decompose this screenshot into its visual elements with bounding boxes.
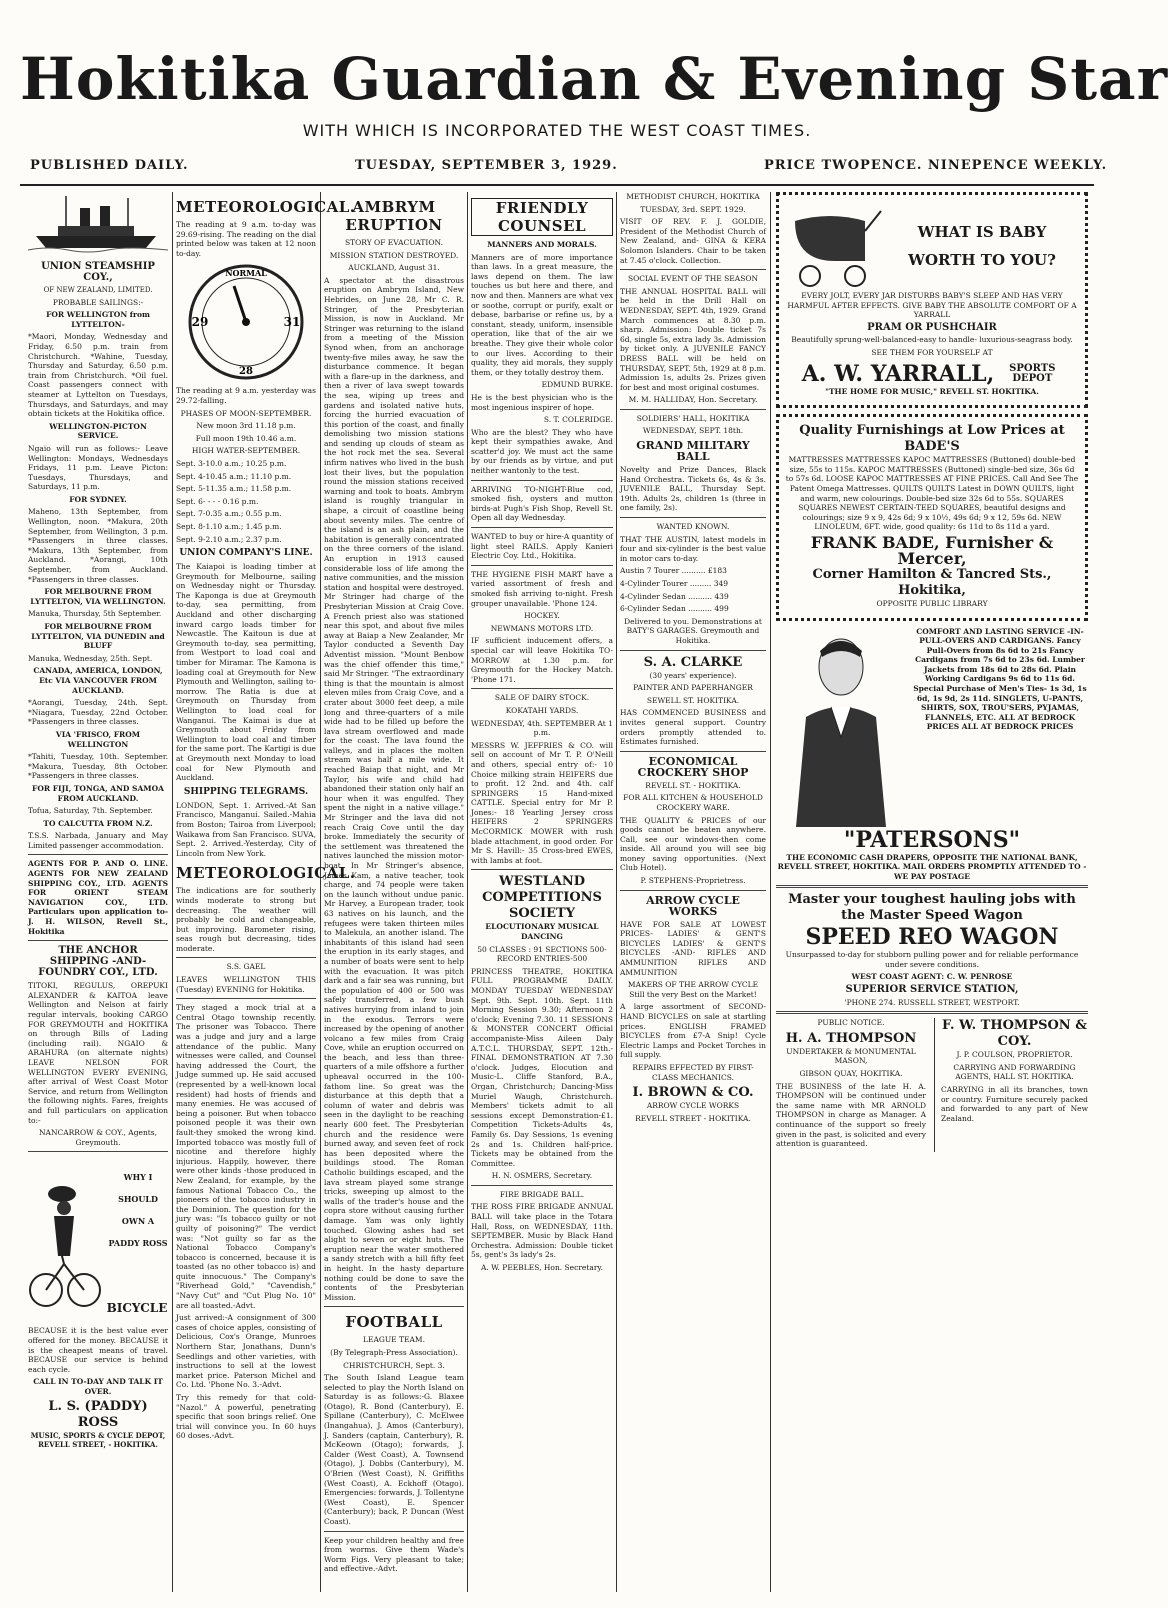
tide-row: Sept. 9-2.10 a.m.; 2.37 p.m. — [176, 534, 282, 544]
thompson-address: GIBSON QUAY, HOKITIKA. — [799, 1069, 903, 1079]
reo-head: Master your toughest hauling jobs with the Master Speed Wagon — [788, 892, 1076, 924]
bade-ad — [776, 414, 1088, 620]
competitions-classes: 50 CLASSES : 91 SECTIONS 500-RECORD ENTRIES-500 — [477, 944, 607, 964]
tide-row: Sept. 7-0.35 a.m.; 0.55 p.m. — [176, 509, 282, 519]
brown-sub: ARROW CYCLE WORKS — [646, 1101, 740, 1111]
methodist-head: METHODIST CHURCH, HOKITIKA — [626, 192, 760, 201]
divider — [324, 1531, 464, 1532]
hockey-head: HOCKEY. — [524, 611, 560, 621]
bade-body: MATTRESSES MATTRESSES KAPOC MATTRESSES (Buttoned) double-bed size, 55s to 115s. KAPOC MATTRESSES (Buttoned) single-bed size, 36s 6d to 57s 6d. LOOSE KAPOC MATTRESSES AT FINE PRICES. Call And See The Patent Omega Mattresses. QUILTS QUILTS Latest in DOWN QUILTS, light and warm, new colourings. Double-bed size 32s 6d to 55s. SQUARES SQUARES NEWEST CERTAIN-TEED SQUARES, beautiful designs and colourings; size 9 x 9, 42s 6d; 9 x 10½, 49s 6d; 9 x 12, 59s 6d. NEW LINOLEUM, 6FT. wide, good quality: 6s 11d to 8s 11d a yard. — [785, 455, 1079, 532]
competitions-sub: ELOCUTIONARY MUSICAL DANCING — [485, 922, 599, 942]
ross-body: BECAUSE it is the best value ever offered for the money. BECAUSE it is the cheapest means of travel. BECAUSE our service is behind each cycle. — [28, 1326, 168, 1374]
divider — [776, 1011, 1088, 1014]
austin-row: 6-Cylinder Sedan .......... 499 — [620, 604, 729, 614]
fw-thompson-name: F. W. THOMPSON & COY. — [942, 1018, 1087, 1050]
hockey-sub: NEWMANS MOTORS LTD. — [490, 623, 594, 633]
patersons-sub: THE ECONOMIC CASH DRAPERS, OPPOSITE THE NATIONAL BANK, REVELL STREET, HOKITIKA. MAIL ORDERS PROMPTLY ATTENDED TO - WE PAY POSTAGE — [777, 852, 1087, 881]
union-line-body: The Kaiapoi is loading timber at Greymouth for Melbourne, sailing on Wednesday night or Thursday. The Kaponga is due at Greymouth to-day, sea permitting, from Auckland and other discharging inward cargo loads timber for Newcastle. The Kaitoun is due at Greymouth to-day, sea permitting, from Westport to load coal and timber for Miramar. The Kamona is loading coal at Greymouth for New Plymouth and Wellington, sailing to-morrow. The Ratia is due at Greymouth on Thursday from Wellington to load coal for Wanganui. The Kaimai is due at Greymouth about Friday from Wellington to load coal and timber for the same port. The Kartigi is due at Greymouth next Monday to load coal for New Plymouth and Auckland. — [176, 562, 316, 783]
competitions-body: PRINCESS THEATRE, HOKITIKA FULL PROGRAMME DAILY. MONDAY TUESDAY WEDNESDAY Sept. 9th. Sept. 10th. Sept. 11th Morning Session 9.30; Afternoon 2 o'clock; Evening 7.30. 11 SESSIONS & MONSTER CONCERT Official accompaniste-Miss Aileen Daly A.T.C.L. THURSDAY, SEPT. 12th.-FINAL DEMONSTRATION AT 7.30 o'clock. Judges, Elocution and Music-L. Cliffe Stanford, B.A., Organ, Christchurch; Dancing-Miss Muriel Waugh, Christchurch. Members' tickets admit to all sessions except Demonstration-£1. Competition Tickets-Adults 4s, Family 6s. Day Sessions, 1s evening 2s and 1s. Children half-price. Tickets may be obtained from the Committee. — [471, 966, 613, 1168]
austin-foot: Delivered to you. Demonstrations at BATY'S GARAGES. Greymouth and Hokitika. — [624, 616, 762, 645]
counsel-head: FRIENDLY COUNSEL — [471, 198, 613, 236]
column-ambrym — [324, 192, 464, 1592]
ross-call: CALL IN TO-DAY AND TALK IT OVER. — [33, 1377, 163, 1396]
divider — [471, 527, 613, 528]
yarrall-name: A. W. YARRALL, — [801, 360, 995, 387]
reo-agent: WEST COAST AGENT: C. W. PENROSE — [851, 972, 1013, 982]
met2-body: The indications are for southerly winds moderate to strong but decreasing. The weather will probably be cold and changeable, but improving. Barometer rising, seas rough but decreasing, tides moderate. — [176, 886, 316, 953]
divider — [620, 269, 766, 270]
fiji-head: FOR FIJI, TONGA, AND SAMOA FROM AUCKLAND. — [32, 783, 164, 803]
divider — [28, 854, 168, 855]
worm-notice: Keep your children healthy and free from worms. Give them Wade's Worm Figs. Very pleasant to take; and effective.-Advt. — [324, 1535, 464, 1574]
fw-thompson-proprietor: J. P. COULSON, PROPRIETOR. — [956, 1050, 1073, 1060]
divider — [620, 751, 766, 752]
column-rule — [616, 192, 617, 1592]
tide-row: Sept. 8-1.10 a.m.; 1.45 p.m. — [176, 521, 282, 531]
dial-left-label: 29 — [191, 315, 209, 330]
moon-row: Full moon 19th 10.46 a.m. — [195, 433, 297, 443]
crockery-body: THE QUALITY & PRICES of our goods cannot be beaten anywhere. Call, see our windows-then come inside. All around you will see big money saving opportunities. (Next Club Hotel). — [620, 815, 766, 873]
austin-body: THAT THE AUSTIN, latest models in four and six-cylinder is the best value in motor cars to-day. — [620, 534, 766, 563]
football-dateline: CHRISTCHURCH, Sept. 3. — [343, 1360, 445, 1370]
football-source: (By Telegraph-Press Association). — [330, 1347, 458, 1357]
counsel-body1: Manners are of more importance than laws. In a great measure, the laws depend on them. The law touches us but here and there, and now and then. Manners are what vex or soothe, corrupt or purify, exalt or debase, barbarise or refine us, by a constant, steady, uniform, insensible operation, like that of the air we breathe. They give their whole color to our lives. According to their quality, they aid morals, they supply them, or they totally destroy them. — [471, 252, 613, 377]
picton-body: Ngaio will run as follows:- Leave Wellington: Mondays, Wednesdays Fridays, 11 p.m. Leave Picton: Tuesdays, Thursdays, and Saturdays, 11 p.m. — [28, 443, 168, 492]
wellington-head: FOR WELLINGTON from LYTTELTON- — [46, 310, 150, 329]
bade-head: Quality Furnishings at Low Prices at BADE'S — [799, 423, 1065, 455]
melbourne2-body: Manuka, Wednesday, 25th. Sept. — [28, 653, 153, 663]
baby-pram: PRAM OR PUSHCHAIR — [867, 321, 997, 333]
steamship-icon — [28, 192, 168, 254]
arrow-makers: MAKERS OF THE ARROW CYCLE Still the very Best on the Market! — [627, 980, 759, 999]
divider — [324, 1306, 464, 1307]
ambrym-body: A spectator at the disastrous eruption on Ambrym Island, New Hebrides, on June 28, Mr C. R. Stringer, of the Presbyterian Mission, is now in Auckland. Mr Stringer was returning to the island from a meeting of the Mission Synod when, from an anchorage twenty-five miles away, he saw the disturbance commence. It began with a flare-up in the darkness, and then a river of lava swept towards the sea, wiping up trees and gardens and isolated native huts, forcing the hurried evacuation of this portion of the coast, and finally demolishing two mission stations and sending up clouds of steam as the hot rock met the sea. Several infirm natives who lived in the bush lost their lives, but the population round the mission stations received warning and took to boats. Ambrym island is roughly triangular in shape, a circuit of coastline being about seventy miles. The centre of the island is an ash plain, and the habitation is generally concentrated on the three corners of the island. An eruption in 1913 caused considerable loss of life among the native communities, and the mission station and hospital were destroyed. Mr Stringer had charge of the Presbyterian Mission at Craig Cove. A French priest also was stationed near this spot, and about five miles away at Baiap a New Zealander, Mr Taylor conducted a Seventh Day Adventist mission. "Mount Benbow was the chief offender this time," said Mr Stringer. "The extraordinary thing is that the mountain is almost eleven miles from Craig Cove, and a crater about 3000 feet deep, a mile long and three-quarters of a mile wide had to be filled up before the lava stream overflowed and made for the coast. The lava found the valleys, and in places the molten stream was half a mile wide. It reached Baiap that night, and Mr Taylor, his wife and child had abandoned their station only half an hour when it was engulfed. They spent the night in a native village." Mr Stringer and the lava did not reach Craig Cove until the day broke. Immediately the security of the settlement was threatened the natives launched the mission motor-boat. In Mr Stringer's absence, James Kam, a native teacher, took charge, and 74 people were taken on the launch without undue panic. Mr Harvey, a European trader, took 63 natives on his launch, and the refugees were taken thirteen miles to Malekula, an another island. The inhabitants of this island had seen the eruption in its early stages, and a number of boats were sent to help with the evacuation. It was pitch dark and a fair sea was running, but the population of 400 or 500 was safely transferred, a few bush natives hurrying from inland to join in the exodus. Terrors were increased by the opening of another volcano a few miles from Craig Cove, while an eruption occurred on the beach, and less than three-quarters of a mile offshore a further upheaval occurred in the 100-fathom line. So great was the disturbance at this depth that a column of water and debris was seen in the daylight to be reaching nearly 600 feet. The Presbyterian church and the residence were burned away, and seven feet of rock has been deposited where the buildings stood. The Roman Catholic buildings escaped, and the lava stream played some strange tricks, sweeping up almost to the walls of the trader's house and the copra store without causing further damage. Yam was only lightly touched. Glowing ashes had set alight to seven or eight huts. The eruption near the water smothered a sandy stretch with a hill fifty feet in height. In the hasty departure nothing could be done to save the contents of the Presbyterian Mission. — [324, 275, 464, 1302]
fiji-body: Tofua, Saturday, 7th. September. — [28, 806, 153, 816]
arrow-head: ARROW CYCLE WORKS — [646, 893, 740, 918]
notice-head: PUBLIC NOTICE. — [817, 1018, 885, 1028]
ambrym-head: AMBRYM ERUPTION — [345, 198, 443, 234]
reo-address: 'PHONE 274. RUSSELL STREET, WESTPORT. — [844, 997, 1020, 1007]
ross-address: MUSIC, SPORTS & CYCLE DEPOT, REVELL STREET, - HOKITIKA. — [30, 1431, 166, 1450]
yarrall-sports: SPORTS DEPOT — [1009, 362, 1056, 384]
column-rule — [320, 192, 321, 1592]
apples-notice: Just arrived:-A consignment of 300 cases of choice apples, consisting of Delicious, Cox's Orange, Munroes Northern Star, Jonathans, Dunn's Seedlings and other varieties, with instructions to sell at the lowest market price. Paterson Michel and Co. Ltd. 'Phone No. 3.-Advt. — [176, 1313, 316, 1390]
newspaper-subtitle: WITH WHICH IS INCORPORATED THE WEST COAST TIMES. — [302, 121, 812, 140]
published-daily: PUBLISHED DAILY. — [30, 158, 189, 173]
clarke-sub: (30 years' experience). — [649, 670, 737, 680]
agents: AGENTS FOR P. AND O. LINE. AGENTS FOR NEW ZEALAND SHIPPING COY., LTD. AGENTS FOR ORIENT STEAM NAVIGATION COY., LTD. Particulars upon application to- J. H. WILSON, Revell St., Hokitika — [28, 859, 168, 936]
divider — [471, 565, 613, 566]
ambrym-sub1: STORY OF EVACUATION. — [345, 238, 443, 247]
patersons-name: "PATERSONS" — [843, 826, 1021, 853]
arrow-body: HAVE FOR SALE AT LOWEST PRICES- LADIES' & GENT'S BICYCLES LADIES' & GENT'S BICYCLES -AND- RIFLES AND AMMUNITION RIFLES AND AMMUNITION — [620, 919, 766, 977]
moon-row: New moon 3rd 11.18 p.m. — [196, 421, 296, 431]
divider — [776, 885, 1088, 888]
baby-see: SEE THEM FOR YOURSELF AT — [871, 347, 993, 357]
union-subtitle: OF NEW ZEALAND, LIMITED. — [43, 285, 153, 294]
meteorological-head-2: METEOROLOGICAL. — [176, 864, 356, 883]
divider — [471, 1185, 613, 1186]
divider — [620, 890, 766, 891]
clarke-address: SEWELL ST. HOKITIKA. — [646, 695, 740, 705]
counsel-body2: He is the best physician who is the most ingenious inspirer of hope. — [471, 392, 613, 412]
counsel-attr2: S. T. COLERIDGE. — [543, 415, 613, 425]
frisco-body: *Tahiti, Tuesday, 10th. September. *Makura, Tuesday, 8th October. *Passengers in three classes. — [28, 752, 168, 781]
reo-name: SPEED REO WAGON — [805, 924, 1059, 951]
gael-head: S.S. GAEL — [226, 962, 266, 972]
counsel-body3: Who are the blest? They who have kept their sympathies awake, And scatter'd joy. We must act the same by our friends as by virtue, and put neither wantonly to the test. — [471, 427, 613, 476]
cyclist-icon — [28, 1160, 98, 1320]
crockery-head: ECONOMICAL CROCKERY SHOP — [637, 754, 749, 779]
divider — [28, 1151, 168, 1152]
tide-row: Sept. 6- - - - 0.16 p.m. — [176, 496, 259, 506]
football-body: The South Island League team selected to play the North Island on Saturday is as follows:-G. Blaxee (Otago), R. Bond (Canterbury), E. Spillane (Canterbury), C. McElwee (Inangahua), J. Amos (Canterbury), J. Sanders (captain, Canterbury), R. McKeown (Otago); forwards, J. Calder (West Coast), A. Townsend (Otago), J. Dobbs (Canterbury), M. O'Brien (West Coast), N. Griffiths (West Coast), A. Eckhoff (Otago). Emergencies: forwards, J. Tollentyne (West Coast), E. Spencer (Canterbury); back, P. Duncan (West Coast). — [324, 1373, 464, 1526]
arrow-body2: A large assortment of SECOND-HAND BICYCLES on sale at startling prices. ENGLISH FRAMED BICYCLES from £7-A Snip! Cycle Electric Lamps and Pocket Torches in full supply. — [620, 1002, 766, 1060]
tide-row: Sept. 4-10.45 a.m.; 11.10 p.m. — [176, 471, 292, 481]
divider — [620, 517, 766, 518]
fire-body: THE ROSS FIRE BRIGADE ANNUAL BALL will take place in the Totara Hall, Ross, on WEDNESDAY, 11th. SEPTEMBER. Music by Black Hand Orchestra. Admission: Double ticket 5s, gent's 3s lady's 2s. — [471, 1202, 613, 1260]
fw-thompson-sub: CARRYING AND FORWARDING AGENTS, HALL ST. HOKITIKA. — [953, 1062, 1076, 1082]
austin-head: WANTED KNOWN. — [656, 522, 730, 532]
telegrams-body: LONDON, Sept. 1. Arrived.-At San Francisco, Manganui. Sailed.-Mahia from Boston; Tairoa from Liverpool; Waikawa from San Francisco. SUVA, Sept. 2. Arrived.-Yesterday, City of Lincoln from New York. — [176, 800, 316, 858]
dairy-head: SALE OF DAIRY STOCK. — [494, 693, 590, 703]
column-advertisements — [776, 192, 1088, 1592]
reo-station: SUPERIOR SERVICE STATION, — [845, 984, 1019, 996]
patersons-ad — [776, 627, 1088, 827]
dairy-sub: KOKATAHI YARDS. — [505, 705, 579, 715]
baby-body: EVERY JOLT, EVERY JAR DISTURBS BABY'S SLEEP AND HAS VERY HARMFUL AFTER EFFECTS. GIVE BABY THE ABSOLUTE COMFORT OF A YARRALL — [787, 291, 1077, 320]
yarrall-sub: "THE HOME FOR MUSIC," REVELL ST. HOKITIKA. — [825, 386, 1039, 396]
tide-head: HIGH WATER-SEPTEMBER. — [191, 446, 301, 456]
dial-right-label: 31 — [283, 315, 301, 330]
calcutta-body: T.S.S. Narbada, January and May Limited passenger accommodation. — [28, 831, 168, 850]
hygiene-notice: THE HYGIENE FISH MART have a varied assortment of fresh and smoked fish arriving to-night. Fresh grouper unavailable. 'Phone 124. — [471, 569, 613, 608]
sydney-head: FOR SYDNEY. — [69, 494, 127, 504]
football-head: FOOTBALL — [345, 1313, 443, 1332]
masthead-rule — [20, 184, 1094, 186]
divider — [620, 650, 766, 651]
tide-row: Sept. 3-10.0 a.m.; 10.25 p.m. — [176, 458, 287, 468]
competitions-head: WESTLAND COMPETITIONS SOCIETY — [482, 874, 602, 922]
divider — [176, 998, 316, 999]
meteorological-head: METEOROLOGICAL. — [176, 198, 356, 216]
column-rule — [467, 192, 468, 1592]
dial-normal-label: NORMAL — [225, 268, 267, 279]
fire-head: FIRE BRIGADE BALL. — [499, 1189, 585, 1199]
social-body: THE ANNUAL HOSPITAL BALL will be held in the Drill Hall on WEDNESDAY, SEPT. 4th, 1929. Grand March commences at 8.30 p.m. sharp. Admission: Double ticket 7s 6d, single 5s, extra lady 3s. Admission by ticket only. A JUVENILE FANCY DRESS BALL will be held on THURSDAY, SEPT. 5th, 1929 at 8 p.m. Admission 1s, adults 2s. Prizes given for best and most original costumes. — [620, 286, 766, 392]
ambrym-dateline: AUCKLAND, August 31. — [348, 263, 440, 273]
hockey-body: IF sufficient inducement offers, a special car will leave Hokitika TO-MORROW at 1.30 p.m. for Greymouth for the Hockey Match. 'Phone 171. — [471, 636, 613, 684]
crockery-sub: FOR ALL KITCHEN & HOUSEHOLD CROCKERY WARE. — [623, 793, 763, 812]
newspaper-title: Hokitika Guardian & Evening Star — [20, 45, 1168, 113]
fw-thompson-body: CARRYING in all its branches, town or country. Furniture securely packed and forwarded to any part of New Zealand. — [941, 1085, 1088, 1123]
reo-sub: Unsurpassed to-day for stubborn pulling power and for reliable performance under severe conditions. — [785, 950, 1079, 969]
ross-name: L. S. (PADDY) ROSS — [48, 1399, 148, 1431]
met-body: The reading at 9 a.m. to-day was 29.69-rising. The reading on the dial printed below was taken at 12 noon to-day. — [176, 220, 316, 258]
calcutta-head: TO CALCUTTA FROM N.Z. — [43, 818, 153, 828]
crockery-signature: P. STEPHENS-Proprietress. — [640, 876, 746, 886]
pram-icon — [785, 201, 885, 291]
clarke-head: S. A. CLARKE — [643, 654, 743, 670]
counsel-attr1: EDMUND BURKE. — [541, 380, 613, 390]
arrow-repairs: REPAIRS EFFECTED BY FIRST-CLASS MECHANICS. — [632, 1062, 754, 1082]
frisco-head: VIA 'FRISCO, FROM WELLINGTON — [55, 729, 141, 749]
austin-row: 4-Cylinder Tourer ......... 349 — [620, 579, 729, 588]
military-ball-body: Novelty and Prize Dances, Black Hand Orchestra. Tickets 6s, 4s & 3s. JUVENILE BALL, Thursday Sept. 19th. Adults 2s, children 1s (three in one family, 2s). — [620, 465, 766, 513]
probable-sailings: PROBABLE SAILINGS:- — [52, 297, 144, 307]
bade-opposite: OPPOSITE PUBLIC LIBRARY — [876, 598, 988, 608]
clarke-trade: PAINTER AND PAPERHANGER — [633, 683, 753, 693]
canada-body: *Aorangi, Tuesday, 24th. Sept. *Niagara, Tuesday, 22nd October. *Passengers in three classes. — [28, 698, 168, 727]
melbourne2-head: FOR MELBOURNE FROM LYTTELTON, VIA DUNEDIN and BLUFF — [31, 622, 165, 651]
picton-head: WELLINGTON-PICTON SERVICE. — [49, 421, 147, 441]
austin-row: Austin 7 Tourer .......... £183 — [620, 566, 727, 576]
column-counsel — [471, 192, 613, 1592]
dairy-body: MESSRS W. JEFFRIES & CO. will sell on account of Mr T. P. O'Neill and others, special entry of:- 10 Choice milking strain HEIFERS due to profit. 12 2nd. and 4th. calf SPRINGERS 15 Hand-mixed CATTLE. Special entry for Mr P. Jones:- 18 Yearling Jersey cross HEIFERS 2 SPRINGERS McCORMICK MOWER with rush blade attachment, in good order. For Mr S. Havill:- 35 Cross-bred EWES, with lambs at foot. — [471, 740, 613, 865]
man-in-cardigan-illustration — [776, 627, 906, 827]
met-body-2: The reading at 9 a.m. yesterday was 29.72-falling. — [176, 386, 316, 405]
bade-address: Corner Hamilton & Tancred Sts., Hokitika, — [812, 566, 1052, 598]
column-notices — [620, 192, 766, 1592]
tobacco-article: They staged a mock trial at a Central Otago township recently. The prisoner was Tobacco. There was a judge and jury and a large attendance of the public. Many witnesses were called, and Counsel having addressed the Court, the Judge summed up. He said accused (represented by a well-known local resident) had hosts of friends and many enemies. He was accused of being a poisoner. But when tobacco poisoned people it was their own fault-they smoked the wrong kind. Imported tobacco was mostly full of nicotine and therefore highly injurious. Happily, however, there were other kinds -those produced in New Zealand, for example, by the famous National Tobacco Co., the pioneers of the tobacco industry in the Dominion. The question for the jury was: "Is tobacco guilty or not guilty of poisoning?" The verdict was: "Not guilty so far as the National Tobacco Company's tobacco is concerned, because it is toasted (as no other tobacco is) and quite innocuous." The Company's "Riverhead Gold," "Cavendish," "Navy Cut" and "Cut Plug No. 10" are all toasted.-Advt. — [176, 1003, 316, 1310]
thompson-ad — [776, 1018, 926, 1152]
bade-name: FRANK BADE, Furnisher & Mercer, — [810, 532, 1054, 568]
fw-thompson-ad — [934, 1018, 1088, 1152]
melbourne-body: Manuka, Thursday, 5th September. — [28, 609, 162, 619]
soldiers-head: SOLDIERS' HALL, HOKITIKA — [636, 413, 750, 423]
baby-sub: Beautifully sprung-well-balanced-easy to handle- luxurious-seagrass body. — [791, 335, 1073, 345]
austin-row: 4-Cylinder Sedan .......... 439 — [620, 591, 729, 601]
social-signature: M. M. HALLIDAY, Hon. Secretary. — [628, 395, 758, 405]
tide-row: Sept. 5-11.35 a.m.; 11.58 p.m. — [176, 484, 292, 494]
rails-notice: WANTED to buy or hire-A quantity of light steel RAILS. Apply Kanieri Electric Coy. Ltd., Hokitika. — [471, 532, 613, 561]
column-rule — [172, 192, 173, 1592]
melbourne-head: FOR MELBOURNE FROM LYTTELTON, VIA WELLINGTON. — [30, 587, 166, 606]
ambrym-sub2: MISSION STATION DESTROYED. — [329, 250, 459, 260]
brown-head: I. BROWN & CO. — [632, 1085, 754, 1101]
column-weather — [176, 192, 356, 1592]
thompson-body: THE BUSINESS of the late H. A. THOMPSON will be continued under the same name with MR ARNOLD THOMPSON in charge as Manager. A continuance of the support so freely given in the past, is solicited and every attention is guaranteed. — [776, 1081, 926, 1149]
fish-notice: ARRIVING TO-NIGHT-Blue cod, smoked fish, oysters and mutton birds-at Pugh's Fish Shop, Revell St. Open all day Wednesday. — [471, 484, 613, 523]
divider — [176, 957, 316, 958]
divider — [620, 409, 766, 410]
anchor-agent: NANCARROW & COY., Agents, Greymouth. — [38, 1128, 158, 1147]
brown-address: REVELL STREET - HOKITIKA. — [635, 1113, 751, 1123]
dial-bottom-label: 28 — [239, 366, 253, 378]
divider — [471, 480, 613, 481]
anchor-body: TITOKI, REGULUS, OREPUKI ALEXANDER & KAITOA leave Wellington and Nelson at fairly regular intervals, booking CARGO FOR GREYMOUTH and HOKITIKA on through Bills of Lading (including rail). NGAIO & ARAHURA (on alternate nights) LEAVE NELSON FOR WELLINGTON EVERY EVENING, after arrival of West Coast Motor Service, and return from Wellington the following nights. Fares, freights and full particulars on application to:- — [28, 981, 168, 1125]
counsel-sub: MANNERS AND MORALS. — [487, 240, 597, 249]
gael-body: LEAVES WELLINGTON THIS (Tuesday) EVENING for Hokitika. — [176, 975, 316, 994]
social-head: SOCIAL EVENT OF THE SEASON — [627, 274, 759, 284]
thompson-sub: UNDERTAKER & MONUMENTAL MASON, — [786, 1046, 916, 1066]
divider — [28, 940, 168, 941]
ross-why: WHY I SHOULD OWN A PADDY ROSS — [108, 1172, 168, 1249]
bicycle-ad — [28, 1156, 168, 1326]
thompson-name: H. A. THOMPSON — [785, 1030, 917, 1046]
price: PRICE TWOPENCE. NINEPENCE WEEKLY. — [764, 158, 1108, 173]
anchor-title: THE ANCHOR SHIPPING -AND- FOUNDRY COY., LTD. — [38, 945, 158, 979]
soldiers-date: WEDNESDAY, SEPT. 18th. — [642, 426, 744, 436]
fire-signature: A. W. PEEBLES, Hon. Secretary. — [480, 1263, 604, 1273]
divider — [471, 869, 613, 870]
masthead — [0, 0, 1168, 190]
clarke-body: HAS COMMENCED BUSINESS and invites general support. Country orders promptly attended to. Estimates furnished. — [620, 708, 766, 747]
column-shipping — [28, 192, 168, 1592]
competitions-signature: H. N. OSMERS, Secretary. — [491, 1171, 593, 1181]
ross-bicycle: BICYCLE — [106, 1301, 168, 1316]
issue-date: TUESDAY, SEPTEMBER 3, 1929. — [355, 158, 618, 173]
baby-question: WHAT IS BABY WORTH TO YOU? — [908, 223, 1056, 269]
barometer-dial — [186, 262, 306, 382]
wellington-body: *Maori, Monday, Wednesday and Friday, 6.50 p.m. train from Christchurch. *Wahine, Tuesday, Thursday and Saturday, 6.50 p.m. train from Christchurch. *Oil fuel. Coast passengers connect with steamer at Lyttelton on Tuesdays, Thursdays, and Saturdays, and may obtain tickets at the Hokitika office. — [28, 332, 168, 419]
column-rule — [770, 192, 771, 1592]
divider — [471, 688, 613, 689]
dairy-date: WEDNESDAY, 4th. SEPTEMBER At 1 p.m. — [471, 718, 613, 738]
telegrams-head: SHIPPING TELEGRAMS. — [183, 786, 309, 797]
military-ball-head: GRAND MILITARY BALL — [636, 439, 750, 464]
union-line-head: UNION COMPANY'S LINE. — [179, 548, 313, 559]
sydney-body: Maheno, 13th September, from Wellington, noon. *Makura, 20th September, from Wellington, 3 p.m. *Passengers in three classes. *Makura, 13th September, from Auckland. *Aorangi, 10th September, from Auckland. *Passengers in three classes. — [28, 507, 168, 584]
crockery-address: REVELL ST. - HOKITIKA. — [645, 780, 741, 790]
moon-head: PHASES OF MOON-SEPTEMBER. — [180, 408, 312, 418]
patersons-body: COMFORT AND LASTING SERVICE -IN- PULL-OVERS AND CARDIGANS. Fancy Pull-Overs from 8s 6d to 21s Fancy Cardigans from 7s 6d to 23s 6d. Lumber Jackets from 18s 6d to 28s 6d. Plain Working Cardigans 9s 6d to 11s 6d. Special Purchase of Men's Ties- 1s 3d, 1s 6d, 1s 9d, 2s 11d. SINGLETS, U-PANTS, SHIRTS, SOX, TROU'SERS, PYJAMAS, FLANNELS, ETC. ALL AT BEDROCK PRICES ALL AT BEDROCK PRICES — [913, 626, 1087, 732]
canada-head: CANADA, AMERICA, LONDON, Etc VIA VANCOUVER FROM AUCKLAND. — [33, 666, 163, 695]
methodist-date: TUESDAY, 3rd. SEPT. 1929. — [640, 204, 746, 214]
methodist-body: VISIT OF REV. F. J. GOLDIE, President of the Methodist Church of New Zealand, and- GINA & KERA Solomon Islanders. Chair to be taken at 7.45 o'clock. Collection. — [620, 217, 766, 265]
yarrall-ad — [776, 192, 1088, 408]
nazol-notice: Try this remedy for that cold-"Nazol." A powerful, penetrating specific that soon brings relief. One trial will convince you. In 60 huys 60 doses.-Advt. — [176, 1393, 316, 1441]
union-title: UNION STEAMSHIP COY., — [41, 260, 155, 283]
football-sub: LEAGUE TEAM. — [363, 1335, 425, 1345]
